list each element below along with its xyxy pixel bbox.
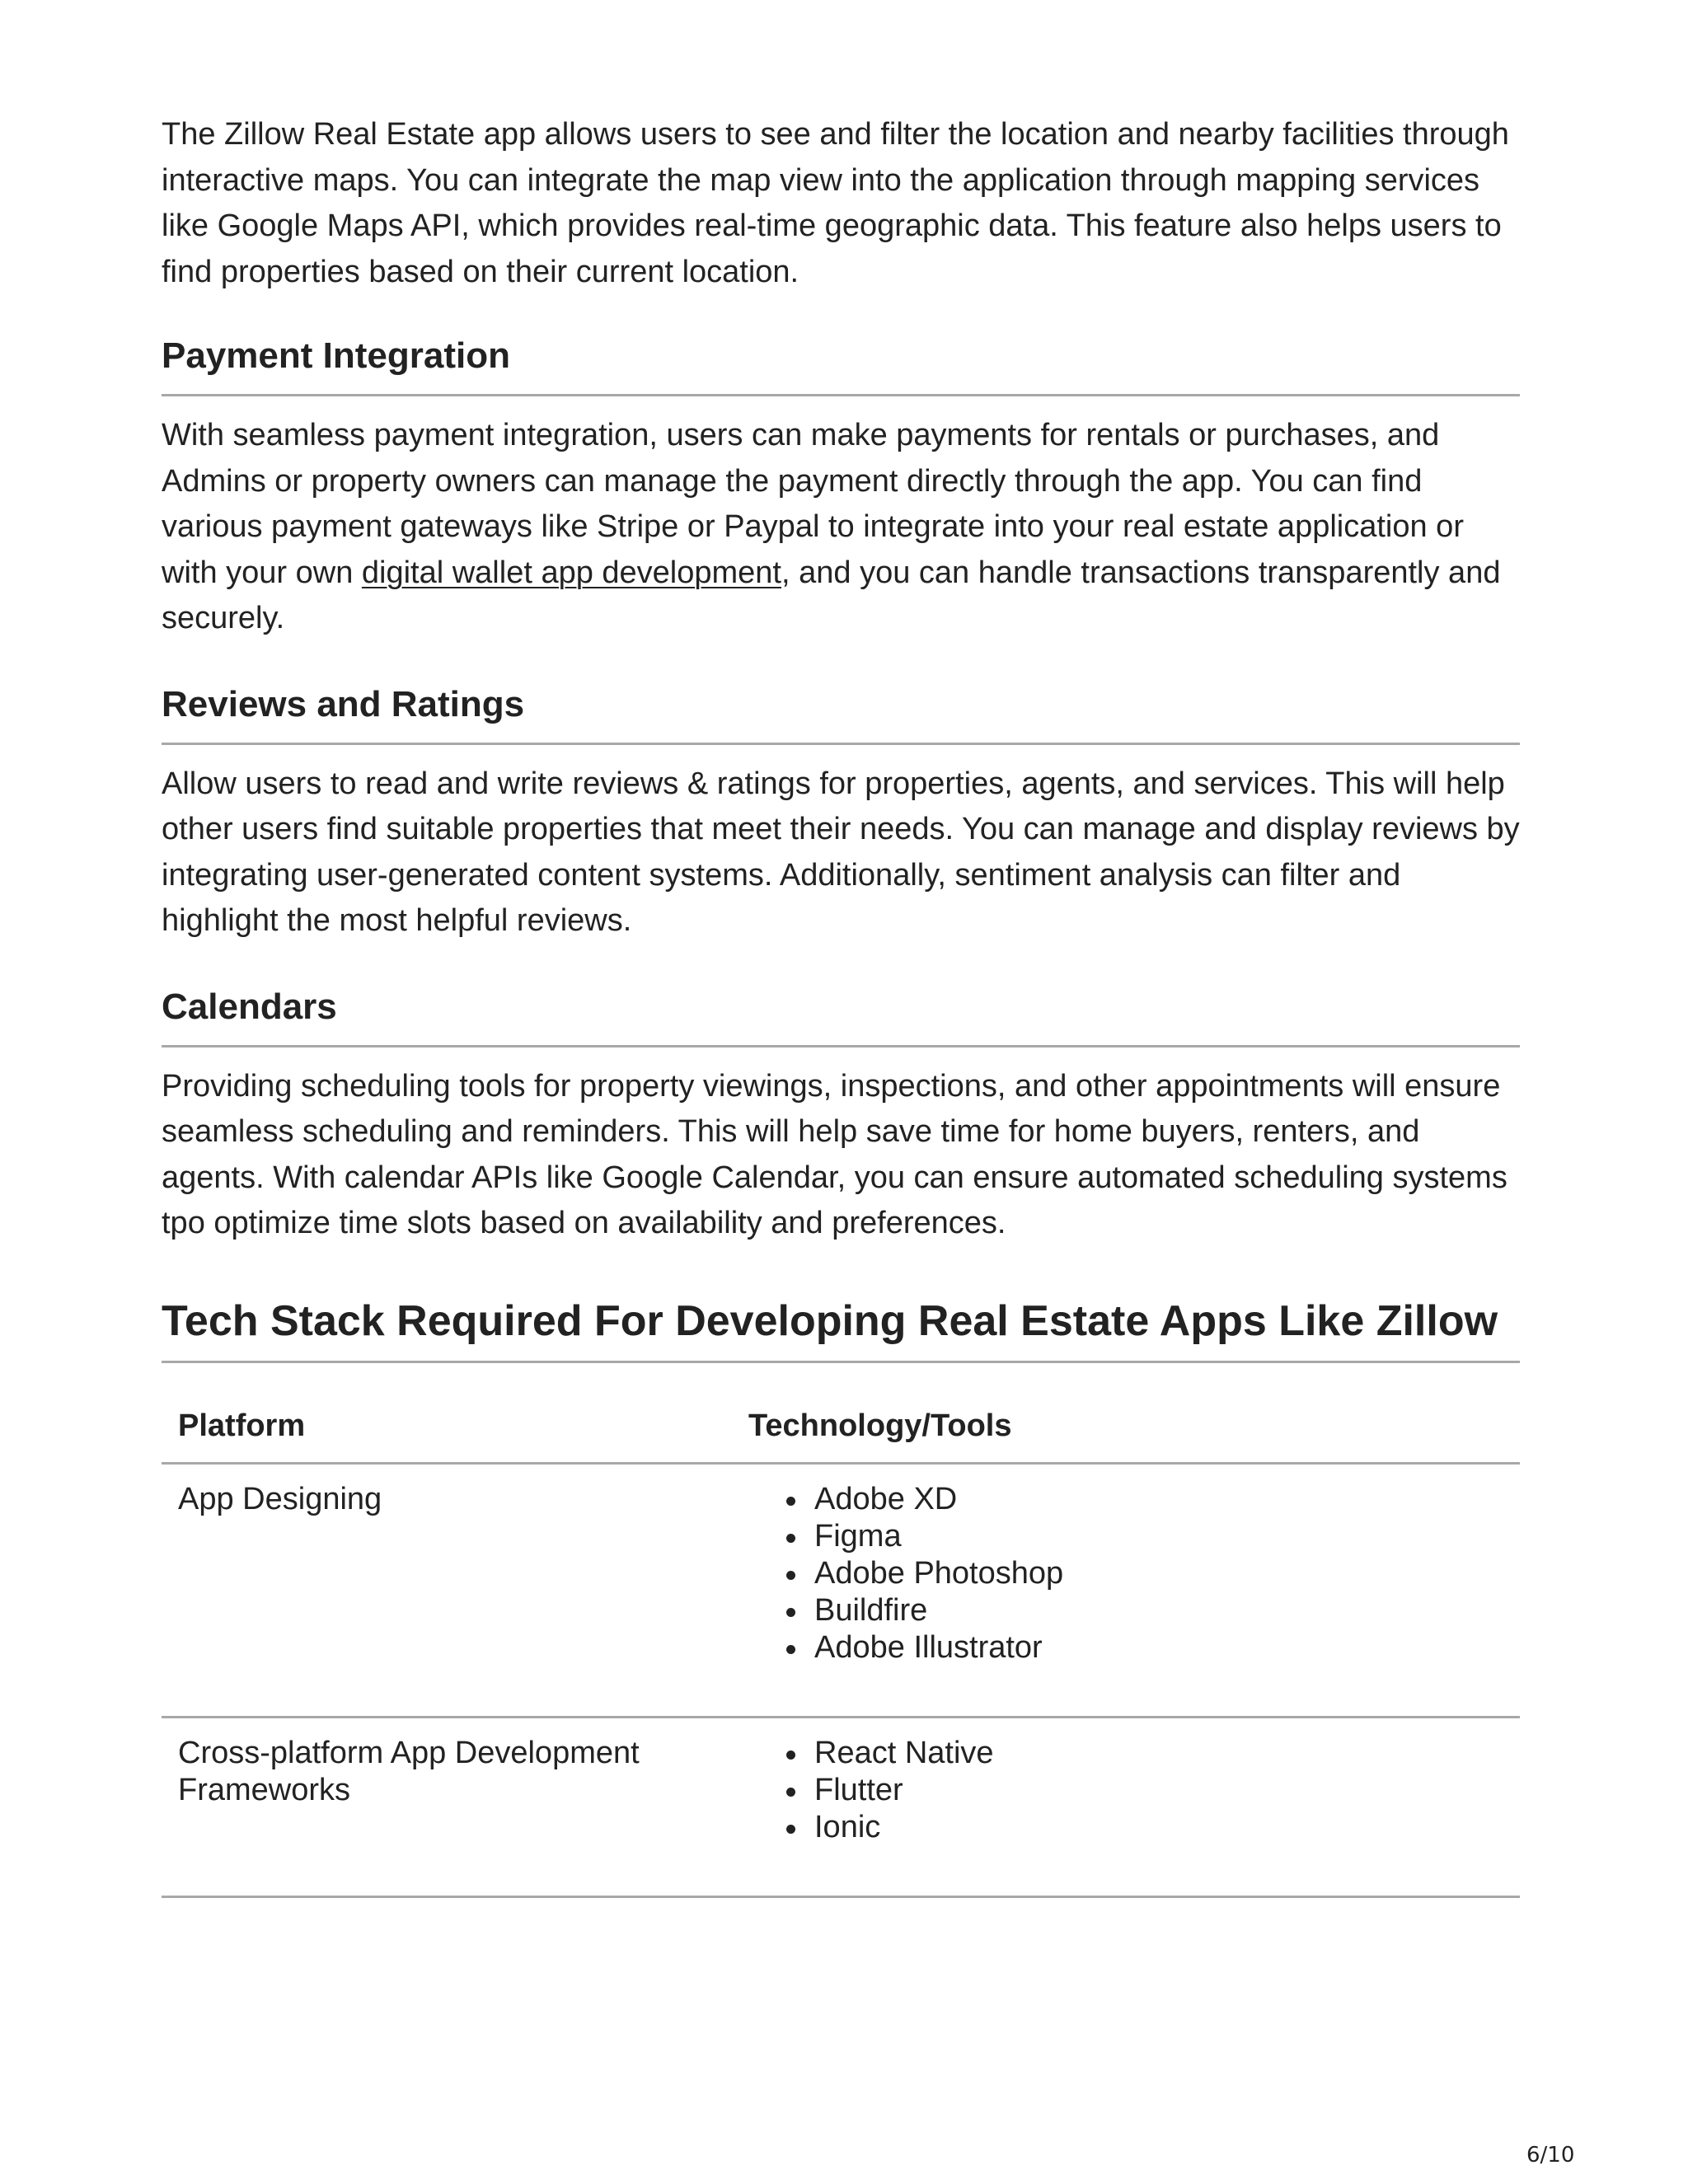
calendars-heading: Calendars [162, 982, 1520, 1047]
payment-integration-heading: Payment Integration [162, 331, 1520, 396]
payment-text-after-link: , and you can handle transactions transparently and securely. [162, 555, 1501, 635]
reviews-ratings-paragraph: Allow users to read and write reviews & ratings for properties, agents, and services. This will help other users find suitable properties that meet their needs. You can manage and display reviews by integrating user-generated content systems. Additionally, sentiment analysis can filter and highlight the most helpful reviews. [162, 766, 1520, 938]
payment-text-before-link: With seamless payment integration, users can make payments for rentals or purchases, and Admins or property owners can manage the payment directly through the app. You can find various payment gateways like Stripe or Paypal to integrate into your real estate application or with your own [162, 418, 1464, 590]
list-item: React Native [814, 1735, 1503, 1772]
list-item: Ionic [814, 1809, 1503, 1846]
platform-cell: Cross-platform App Development Frameworks [162, 1717, 732, 1896]
table-row [162, 1717, 1520, 1896]
list-item: Adobe Illustrator [814, 1629, 1503, 1666]
platform-column-header: Platform [162, 1391, 732, 1464]
tech-stack-table [162, 1391, 1520, 1898]
tools-cell [732, 1463, 1520, 1717]
table-header-row [162, 1391, 1520, 1464]
digital-wallet-link[interactable]: digital wallet app development [361, 555, 781, 590]
intro-paragraph: The Zillow Real Estate app allows users to see and filter the location and nearby facilities through interactive maps. You can integrate the map view into the application through mapping services like Google Maps API, which provides real-time geographic data. This feature also helps users to find properties based on their current location. [162, 117, 1509, 289]
tools-list [748, 1481, 1503, 1666]
tools-cell [732, 1717, 1520, 1896]
tech-stack-heading: Tech Stack Required For Developing Real Estate Apps Like Zillow [162, 1293, 1520, 1363]
calendars-paragraph: Providing scheduling tools for property viewings, inspections, and other appointments will ensure seamless scheduling and reminders. This will help save time for home buyers, renters, and agents. With calendar APIs like Google Calendar, you can ensure automated scheduling systems tpo optimize time slots based on availability and preferences. [162, 1068, 1507, 1240]
list-item: Adobe XD [814, 1481, 1503, 1518]
list-item: Buildfire [814, 1592, 1503, 1629]
reviews-ratings-heading: Reviews and Ratings [162, 680, 1520, 745]
list-item: Adobe Photoshop [814, 1555, 1503, 1592]
page-number: 6/10 [1526, 2143, 1575, 2168]
tools-list [748, 1735, 1503, 1846]
tools-column-header: Technology/Tools [732, 1391, 1520, 1464]
article-content [162, 112, 1520, 1898]
list-item: Figma [814, 1518, 1503, 1555]
table-row [162, 1463, 1520, 1717]
platform-cell: App Designing [162, 1463, 732, 1717]
payment-integration-paragraph [162, 413, 1520, 642]
list-item: Flutter [814, 1772, 1503, 1809]
